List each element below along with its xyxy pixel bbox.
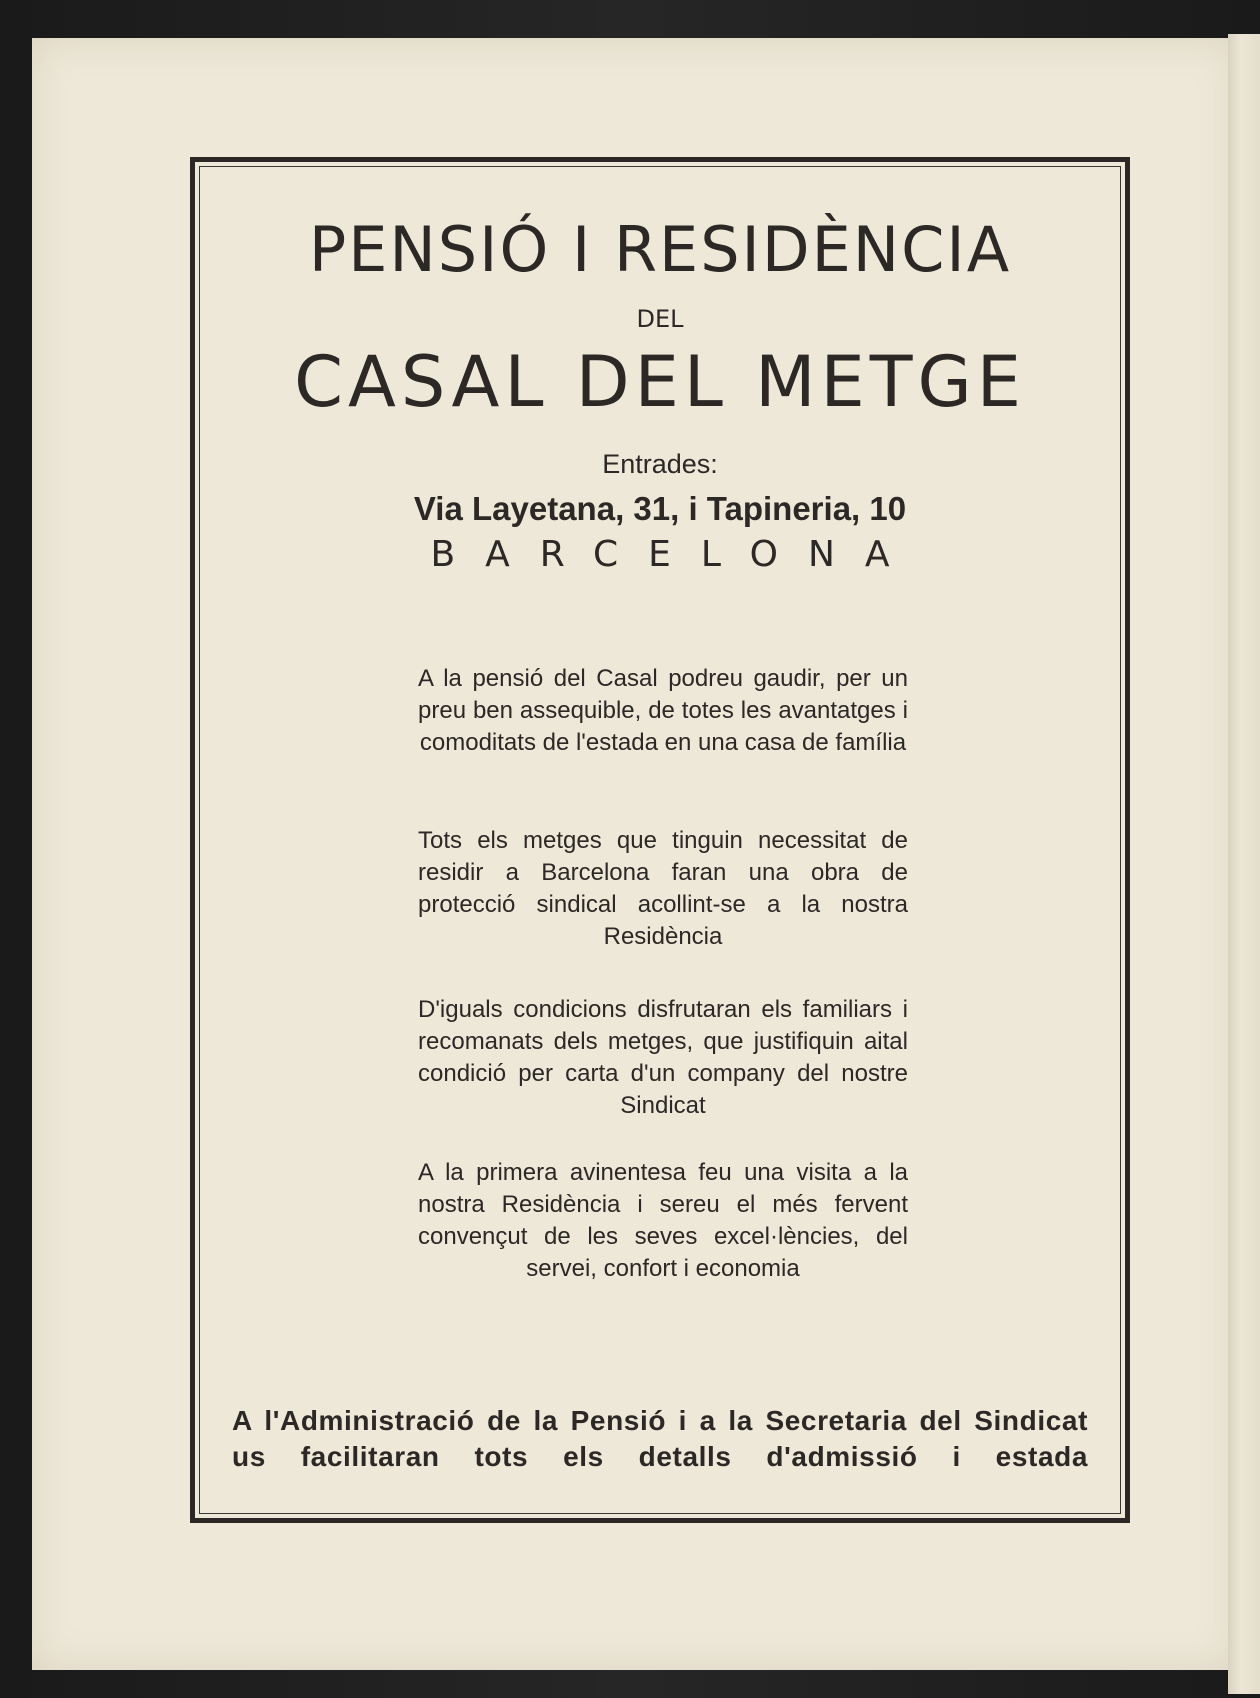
city: BARCELONA bbox=[430, 534, 920, 575]
entrances-label: Entrades: bbox=[602, 449, 718, 479]
advertisement bbox=[190, 157, 1130, 1523]
adjacent-page-edge bbox=[1228, 34, 1260, 1694]
ad-title-line1: PENSIÓ I RESIDÈNCIA bbox=[308, 213, 1012, 286]
ad-title-connector: DEL bbox=[636, 305, 684, 333]
paragraph-doctors: Tots els metges que tinguin necessitat de residir a Barcelona faran una obra de protecció sindical acollint-se a la nostra Residència bbox=[418, 827, 908, 950]
paragraph-pension: A la pensió del Casal podreu gaudir, per un preu ben assequible, de totes les avantatges i comoditats de l'estada en una casa de família bbox=[418, 665, 908, 756]
ad-title-line2: CASAL DEL METGE bbox=[294, 341, 1026, 423]
paragraph-visit: A la primera avinentesa feu una visita a la nostra Residència i sereu el més fervent convençut de les seves excel·lències, del servei, confort i economia bbox=[418, 1159, 908, 1282]
paragraph-relatives: D'iguals condicions disfrutaran els familiars i recomanats dels metges, que justifiquin aital condició per carta d'un company del nostre Sindicat bbox=[418, 996, 908, 1119]
address: Via Layetana, 31, i Tapineria, 10 bbox=[413, 490, 907, 527]
closing-note: A l'Administració de la Pensió i a la Secretaria del Sindicat us facilitaran tots els detalls d'admissió i estada bbox=[232, 1405, 1088, 1472]
